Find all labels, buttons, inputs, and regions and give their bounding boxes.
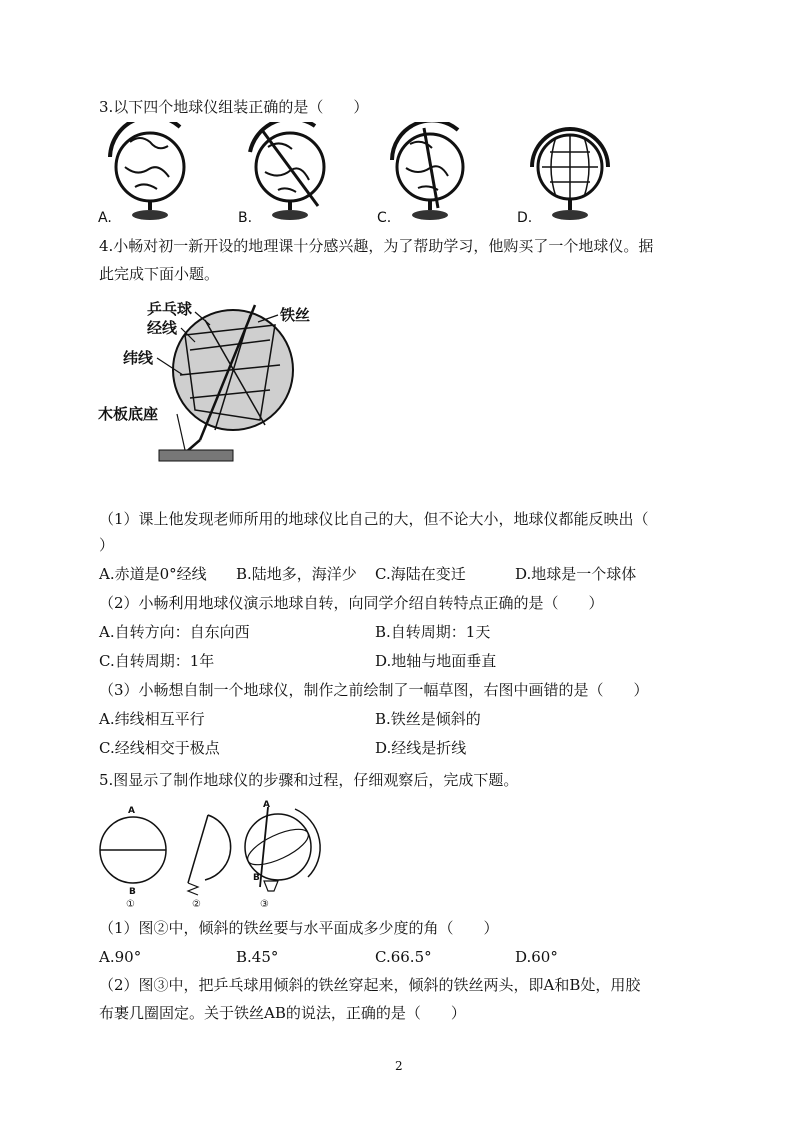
- label-meridian: 经线: [147, 319, 178, 337]
- q4-sub2-option-a: A.自转方向：自东向西: [99, 623, 250, 641]
- q4-sub2-stem: （2）小畅利用地球仪演示地球自转，向同学介绍自转特点正确的是（ ）: [99, 594, 604, 612]
- q5-stem: 5.图显示了制作地球仪的步骤和过程，仔细观察后，完成下题。: [99, 771, 519, 789]
- label-wire: 铁丝: [280, 306, 311, 324]
- q4-sub3-option-a: A.纬线相互平行: [99, 710, 205, 728]
- step1-number: ①: [126, 899, 135, 910]
- q4-sub1-option-d: D.地球是一个球体: [515, 565, 637, 583]
- q4-sub3-option-d: D.经线是折线: [375, 739, 467, 757]
- globe-icon-b: [250, 122, 324, 220]
- q4-sub3-option-b: B.铁丝是倾斜的: [375, 710, 481, 728]
- q4-sub2-option-b: B.自转周期：1天: [375, 623, 491, 641]
- step1-label-b: B: [129, 887, 136, 897]
- q4-sub3-stem: （3）小畅想自制一个地球仪，制作之前绘制了一幅草图，右图中画错的是（ ）: [99, 681, 649, 699]
- q4-sub1-option-b: B.陆地多，海洋少: [236, 565, 357, 583]
- q5-sub1-option-a: A.90°: [99, 948, 142, 966]
- q3-option-d: D.: [517, 210, 533, 226]
- step2-number: ②: [192, 899, 201, 910]
- step3-number: ③: [260, 899, 269, 910]
- step3-label-b: B: [253, 873, 260, 883]
- q3-option-c: C.: [377, 210, 392, 226]
- q5-sub2-line2: 布裹几圈固定。关于铁丝AB的说法，正确的是（ ）: [99, 1004, 466, 1022]
- page-number: 2: [395, 1059, 403, 1073]
- q4-sub1-line1: （1）课上他发现老师所用的地球仪比自己的大，但不论大小，地球仪都能反映出（: [99, 510, 649, 528]
- step3-label-a: A: [263, 800, 270, 810]
- q4-sub2-option-d: D.地轴与地面垂直: [375, 652, 497, 670]
- globe-icon-d: [532, 129, 608, 220]
- q4-stem-line1: 4.小畅对初一新开设的地理课十分感兴趣，为了帮助学习，他购买了一个地球仪。据: [99, 237, 654, 255]
- q5-sub1-option-d: D.60°: [515, 948, 558, 966]
- q3-globe-figures: [90, 122, 710, 227]
- q5-sub1-stem: （1）图②中，倾斜的铁丝要与水平面成多少度的角（ ）: [99, 919, 499, 937]
- q4-sub1-option-c: C.海陆在变迁: [375, 565, 466, 583]
- q5-sub1-option-b: B.45°: [236, 948, 279, 966]
- globe-icon-a: [110, 122, 184, 220]
- q4-sub2-option-c: C.自转周期：1年: [99, 652, 215, 670]
- q5-sub2-line1: （2）图③中，把乒乓球用倾斜的铁丝穿起来，倾斜的铁丝两头，即A和B处，用胶: [99, 976, 641, 994]
- q3-option-b: B.: [238, 210, 253, 226]
- q4-stem-line2: 此完成下面小题。: [99, 265, 220, 283]
- q4-sub3-option-c: C.经线相交于极点: [99, 739, 220, 757]
- step1-label-a: A: [128, 806, 135, 816]
- globe-icon-c: [392, 122, 463, 220]
- q4-globe-diagram: [95, 290, 355, 470]
- q3-option-a: A.: [98, 210, 112, 226]
- q4-sub1-line2: ）: [99, 536, 115, 554]
- label-pingpong: 乒乓球: [147, 300, 193, 318]
- q5-sub1-option-c: C.66.5°: [375, 948, 432, 966]
- q4-sub1-option-a: A.赤道是0°经线: [99, 565, 207, 583]
- label-base: 木板底座: [98, 405, 159, 423]
- label-parallel: 纬线: [123, 349, 154, 367]
- q3-stem: 3.以下四个地球仪组装正确的是（ ）: [99, 98, 369, 116]
- q5-steps-diagram: [90, 795, 330, 910]
